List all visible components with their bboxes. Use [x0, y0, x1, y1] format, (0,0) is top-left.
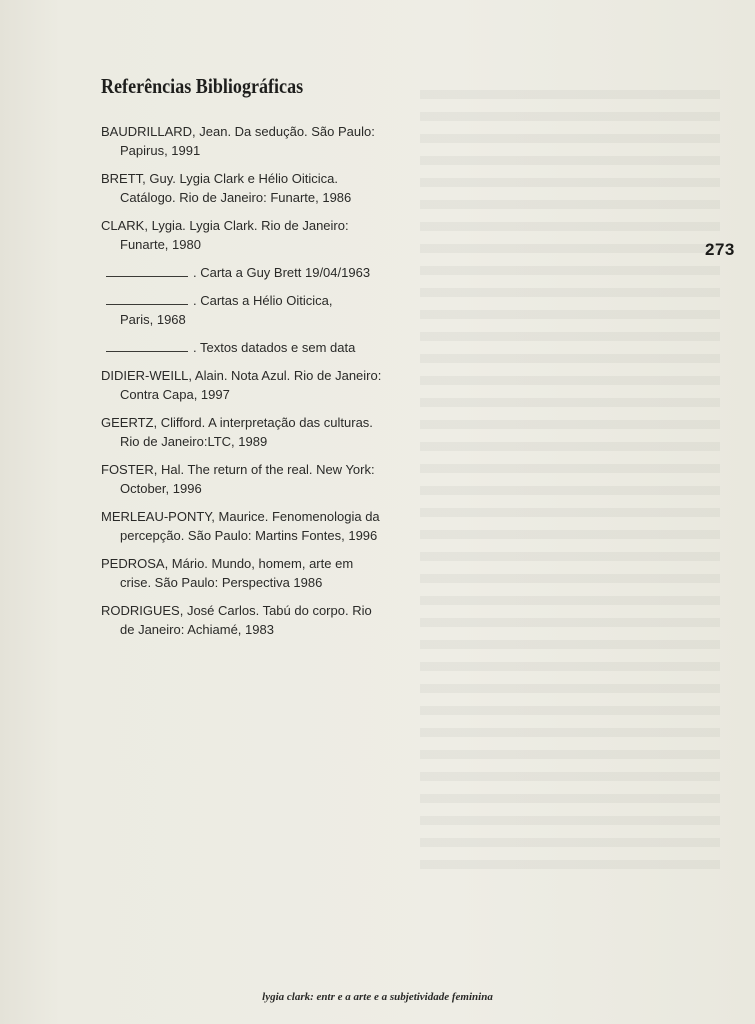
reference-line-2: Catálogo. Rio de Janeiro: Funarte, 1986 — [120, 190, 352, 205]
page-number: 273 — [705, 240, 735, 259]
reference-clark-carta-brett — [101, 263, 381, 282]
reference-line-2: Papirus, 1991 — [120, 143, 201, 158]
reference-baudrillard — [101, 122, 381, 160]
section-heading: Referências Bibliográficas — [101, 74, 304, 98]
reference-line-2: Funarte, 1980 — [120, 237, 201, 252]
reference-line-2: crise. São Paulo: Perspectiva 1986 — [120, 575, 323, 590]
reference-clark-cartas-oiticica — [101, 291, 381, 329]
reference-line-1: BAUDRILLARD, Jean. Da sedução. São Paulo: — [101, 124, 375, 139]
reference-line-2: percepção. São Paulo: Martins Fontes, 1996 — [120, 528, 378, 543]
reference-pedrosa — [101, 554, 381, 592]
reference-line-1: FOSTER, Hal. The return of the real. New York: — [101, 462, 375, 477]
reference-line-1 — [101, 263, 381, 282]
repeat-author-rule — [106, 264, 188, 277]
reference-clark-textos — [101, 338, 381, 357]
reference-line-2: Rio de Janeiro:LTC, 1989 — [120, 434, 268, 449]
show-through-text — [420, 90, 720, 870]
running-footer: lygia clark: entr e a arte e a subjetividade feminina — [262, 991, 493, 1003]
reference-text: . Cartas a Hélio Oiticica, — [193, 293, 333, 308]
reference-geertz — [101, 413, 381, 451]
reference-clark — [101, 216, 381, 254]
reference-merleau-ponty — [101, 507, 381, 545]
reference-line-1: DIDIER-WEILL, Alain. Nota Azul. Rio de Janeiro: — [101, 368, 382, 383]
reference-line-1: MERLEAU-PONTY, Maurice. Fenomenologia da — [101, 509, 380, 524]
reference-line-1: PEDROSA, Mário. Mundo, homem, arte em — [101, 556, 354, 571]
reference-line-1 — [101, 291, 381, 310]
reference-line-2: Contra Capa, 1997 — [120, 387, 230, 402]
reference-line-1: RODRIGUES, José Carlos. Tabú do corpo. Rio — [101, 603, 372, 618]
reference-foster — [101, 460, 381, 498]
reference-list — [101, 122, 381, 648]
repeat-author-rule — [106, 339, 188, 352]
reference-brett — [101, 169, 381, 207]
repeat-author-rule — [106, 292, 188, 305]
reference-line-2: Paris, 1968 — [120, 312, 186, 327]
reference-line-1: BRETT, Guy. Lygia Clark e Hélio Oiticica. — [101, 171, 338, 186]
reference-didier-weill — [101, 366, 381, 404]
reference-line-1: GEERTZ, Clifford. A interpretação das culturas. — [101, 415, 373, 430]
reference-line-1: CLARK, Lygia. Lygia Clark. Rio de Janeiro: — [101, 218, 349, 233]
reference-line-1 — [101, 338, 381, 357]
reference-line-2: October, 1996 — [120, 481, 202, 496]
reference-text: . Carta a Guy Brett 19/04/1963 — [193, 265, 371, 280]
reference-rodrigues — [101, 601, 381, 639]
reference-line-2: de Janeiro: Achiamé, 1983 — [120, 622, 274, 637]
reference-text: . Textos datados e sem data — [193, 340, 356, 355]
